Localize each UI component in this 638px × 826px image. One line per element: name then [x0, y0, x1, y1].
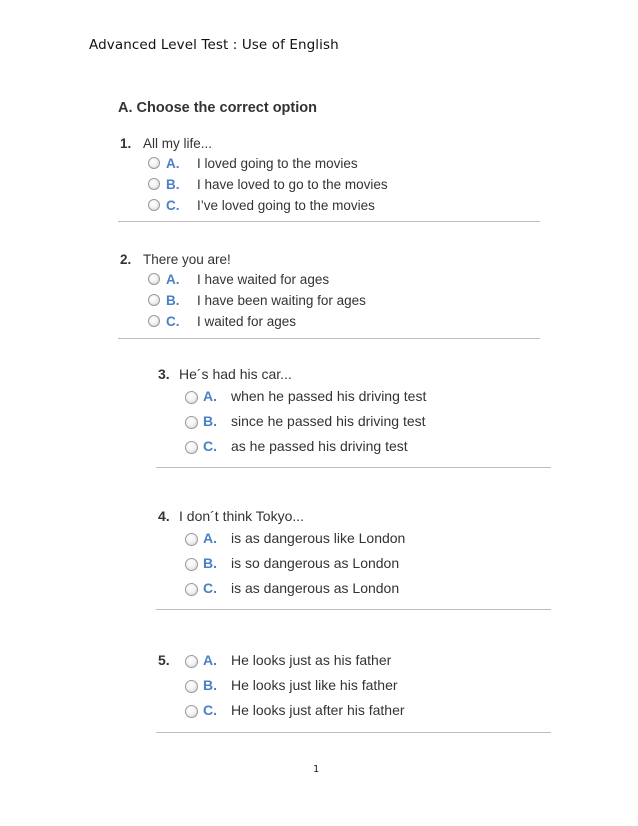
option-text: is as dangerous like London: [231, 530, 406, 546]
question-3: [158, 366, 558, 463]
radio-button[interactable]: [148, 273, 160, 285]
question-prompt: I don´t think Tokyo...: [179, 508, 305, 524]
option-letter: B.: [166, 293, 180, 308]
section-heading: A. Choose the correct option: [118, 100, 317, 116]
question-number: 1.: [120, 136, 132, 151]
radio-button[interactable]: [185, 533, 198, 546]
question-number: 2.: [120, 252, 132, 267]
radio-button[interactable]: [185, 391, 198, 404]
option-a[interactable]: [120, 156, 540, 177]
option-letter: B.: [203, 413, 217, 429]
question-prompt: All my life...: [143, 136, 213, 151]
question-prompt: There you are!: [143, 252, 231, 267]
radio-button[interactable]: [185, 441, 198, 454]
option-text: I have loved to go to the movies: [197, 177, 388, 192]
document-title: Advanced Level Test : Use of English: [89, 37, 339, 53]
option-text: is as dangerous as London: [231, 580, 400, 596]
question-1: [120, 136, 540, 219]
divider: [156, 609, 551, 610]
option-text: I waited for ages: [197, 314, 297, 329]
radio-button[interactable]: [185, 558, 198, 571]
option-letter: C.: [203, 580, 217, 596]
option-b[interactable]: [158, 677, 558, 702]
option-a[interactable]: [158, 530, 558, 555]
option-letter: A.: [166, 156, 180, 171]
option-text: I have been waiting for ages: [197, 293, 366, 308]
radio-button[interactable]: [148, 178, 160, 190]
question-number: 4.: [158, 508, 170, 524]
option-c[interactable]: [158, 438, 558, 463]
question-number: 3.: [158, 366, 170, 382]
question-prompt: He´s had his car...: [179, 366, 292, 382]
option-text: since he passed his driving test: [231, 413, 426, 429]
question-2: [120, 252, 540, 335]
option-b[interactable]: [158, 555, 558, 580]
radio-button[interactable]: [148, 294, 160, 306]
divider: [156, 732, 551, 733]
option-text: He looks just after his father: [231, 702, 405, 718]
radio-button[interactable]: [185, 416, 198, 429]
radio-button[interactable]: [185, 705, 198, 718]
option-text: He looks just like his father: [231, 677, 398, 693]
option-c[interactable]: [158, 580, 558, 605]
option-text: is so dangerous as London: [231, 555, 400, 571]
option-letter: C.: [203, 702, 217, 718]
option-letter: B.: [203, 555, 217, 571]
option-text: He looks just as his father: [231, 652, 392, 668]
question-number: 5.: [158, 652, 170, 668]
option-letter: A.: [166, 272, 180, 287]
divider: [118, 338, 540, 339]
option-letter: A.: [203, 652, 217, 668]
radio-button[interactable]: [185, 655, 198, 668]
option-text: I’ve loved going to the movies: [197, 198, 375, 213]
option-letter: C.: [203, 438, 217, 454]
option-letter: C.: [166, 198, 180, 213]
option-b[interactable]: [120, 177, 540, 198]
option-text: I loved going to the movies: [197, 156, 358, 171]
option-letter: B.: [166, 177, 180, 192]
question-5: [158, 652, 558, 727]
option-text: as he passed his driving test: [231, 438, 408, 454]
option-letter: A.: [203, 530, 217, 546]
radio-button[interactable]: [185, 680, 198, 693]
page-number: 1: [313, 764, 320, 775]
option-c[interactable]: [120, 198, 540, 219]
option-a[interactable]: [158, 652, 558, 677]
radio-button[interactable]: [148, 315, 160, 327]
option-letter: A.: [203, 388, 217, 404]
divider: [156, 467, 551, 468]
option-letter: B.: [203, 677, 217, 693]
divider: [118, 221, 540, 222]
option-letter: C.: [166, 314, 180, 329]
radio-button[interactable]: [185, 583, 198, 596]
option-a[interactable]: [158, 388, 558, 413]
radio-button[interactable]: [148, 199, 160, 211]
option-b[interactable]: [120, 293, 540, 314]
option-b[interactable]: [158, 413, 558, 438]
option-text: I have waited for ages: [197, 272, 330, 287]
question-4: [158, 508, 558, 605]
radio-button[interactable]: [148, 157, 160, 169]
option-text: when he passed his driving test: [231, 388, 427, 404]
option-c[interactable]: [120, 314, 540, 335]
option-a[interactable]: [120, 272, 540, 293]
option-c[interactable]: [158, 702, 558, 727]
